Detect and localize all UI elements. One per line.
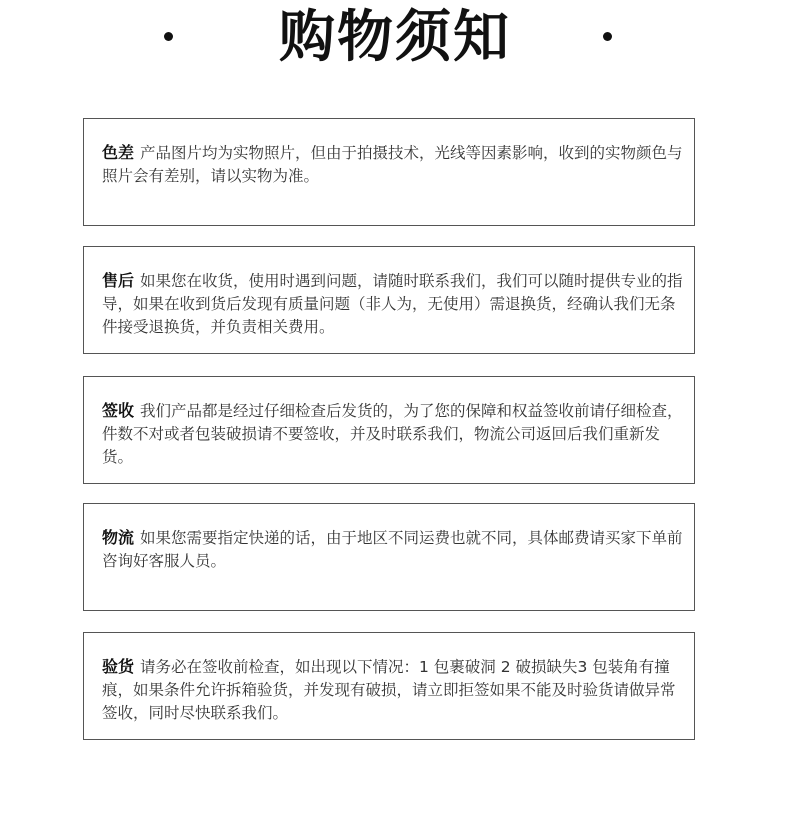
notice-content	[102, 655, 688, 725]
notice-content	[102, 141, 688, 188]
notice-box-after-sales	[83, 246, 695, 354]
notice-label: 签收	[102, 401, 135, 420]
notice-body: 如果您需要指定快递的话，由于地区不同运费也就不同，具体邮费请买家下单前咨询好客服人员。	[102, 529, 683, 570]
notice-box-logistics	[83, 503, 695, 611]
notice-content	[102, 526, 688, 573]
notice-body: 我们产品都是经过仔细检查后发货的，为了您的保障和权益签收前请仔细检查，件数不对或者包装破损请不要签收，并及时联系我们，物流公司返回后我们重新发货。	[102, 402, 683, 466]
notice-content	[102, 399, 688, 469]
notice-box-inspection	[83, 632, 695, 740]
notice-box-color-difference	[83, 118, 695, 226]
notice-box-sign-for-receipt	[83, 376, 695, 484]
notice-body: 产品图片均为实物照片，但由于拍摄技术，光线等因素影响，收到的实物颜色与照片会有差别，请以实物为准。	[102, 144, 683, 185]
header	[0, 0, 790, 80]
notice-body: 如果您在收货，使用时遇到问题，请随时联系我们，我们可以随时提供专业的指导，如果在收到货后发现有质量问题（非人为，无使用）需退换货，经确认我们无条件接受退换货，并负责相关费用。	[102, 272, 683, 336]
notice-content	[102, 269, 688, 339]
bullet-dot-icon	[603, 32, 612, 41]
notice-body: 请务必在签收前检查，如出现以下情况：1 包裹破洞 2 破损缺失3 包装角有撞痕，如果条件允许拆箱验货，并发现有破损，请立即拒签如果不能及时验货请做异常签收，同时尽快联系我们。	[102, 658, 676, 722]
notice-label: 色差	[102, 143, 135, 162]
notice-label: 物流	[102, 528, 135, 547]
notice-label: 验货	[102, 657, 135, 676]
page-title: 购物须知	[279, 5, 511, 70]
notice-label: 售后	[102, 271, 135, 290]
